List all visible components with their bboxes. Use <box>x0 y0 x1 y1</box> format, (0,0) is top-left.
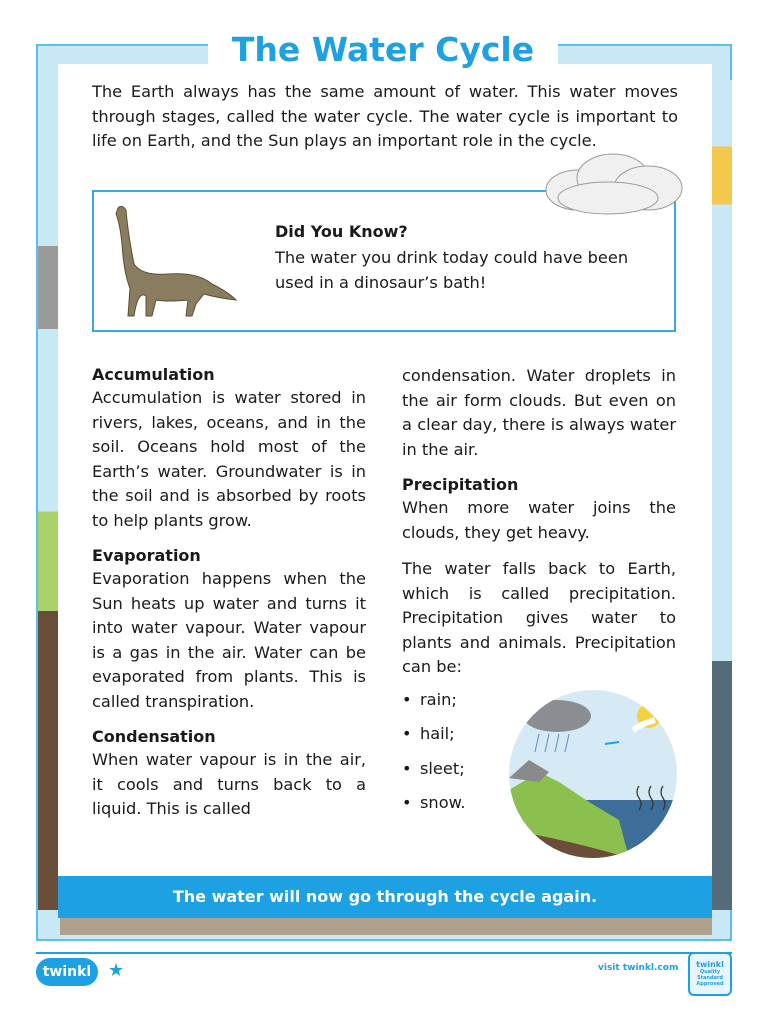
did-you-know-text: The water you drink today could have been used in a dinosaur’s bath! <box>275 248 629 292</box>
precipitation-text-2: The water falls back to Earth, which is called precipitation. Precipitation gives water to plants and animals. Precipitation can be: <box>402 559 676 676</box>
visit-link[interactable]: visit twinkl.com <box>598 963 679 973</box>
precipitation-heading: Precipitation <box>402 475 519 494</box>
list-item: • rain; <box>402 689 457 709</box>
condensation-heading: Condensation <box>92 727 216 746</box>
evaporation-text: Evaporation happens when the Sun heats up water and turns it into water vapour. Water vapour is a gas in the air. Water can be evaporated from plants. This is called transpiration. <box>92 569 366 711</box>
badge-subtitle: Quality Standard Approved <box>696 969 724 987</box>
title-box <box>208 26 558 76</box>
intro-paragraph: The Earth always has the same amount of water. This water moves through stages, called the water cycle. The water cycle is important to life on Earth, and the Sun plays an important role in the cycle. <box>92 82 678 150</box>
did-you-know-heading: Did You Know? <box>275 222 408 241</box>
accumulation-text: Accumulation is water stored in rivers, lakes, oceans, and in the soil. Oceans hold most of the Earth’s water. Groundwater is in the soil and is absorbed by roots to help plants grow. <box>92 388 366 530</box>
left-column <box>92 364 366 834</box>
condensation-text-end: condensation. Water droplets in the air form clouds. But even on a clear day, there is always water in the air. <box>402 366 676 459</box>
condensation-continued <box>402 364 676 462</box>
dinosaur-image <box>108 204 238 320</box>
quality-badge <box>688 952 732 996</box>
accumulation-heading: Accumulation <box>92 365 215 384</box>
right-background-art <box>712 80 732 910</box>
cycle-again-banner: The water will now go through the cycle again. <box>58 876 712 918</box>
page-margin <box>0 0 36 1024</box>
page-title: The Water Cycle <box>231 30 535 69</box>
list-item: • hail; <box>402 724 455 743</box>
star-icon: ★ <box>108 960 125 981</box>
evaporation-heading: Evaporation <box>92 546 201 565</box>
evaporation-section <box>92 545 366 714</box>
left-background-art <box>38 80 58 910</box>
water-cycle-diagram <box>509 690 677 858</box>
footer-divider <box>36 952 732 954</box>
twinkl-logo[interactable]: twinkl <box>36 958 98 986</box>
list-item: • snow. <box>402 793 466 812</box>
condensation-text-start: When water vapour is in the air, it cools and turns back to a liquid. This is called <box>92 750 366 818</box>
condensation-section <box>92 726 366 822</box>
precipitation-text-1: When more water joins the clouds, they get heavy. <box>402 498 676 542</box>
accumulation-section <box>92 364 366 533</box>
badge-title: twinkl <box>696 960 724 969</box>
list-item: • sleet; <box>402 758 465 778</box>
cloud-image <box>538 150 688 220</box>
